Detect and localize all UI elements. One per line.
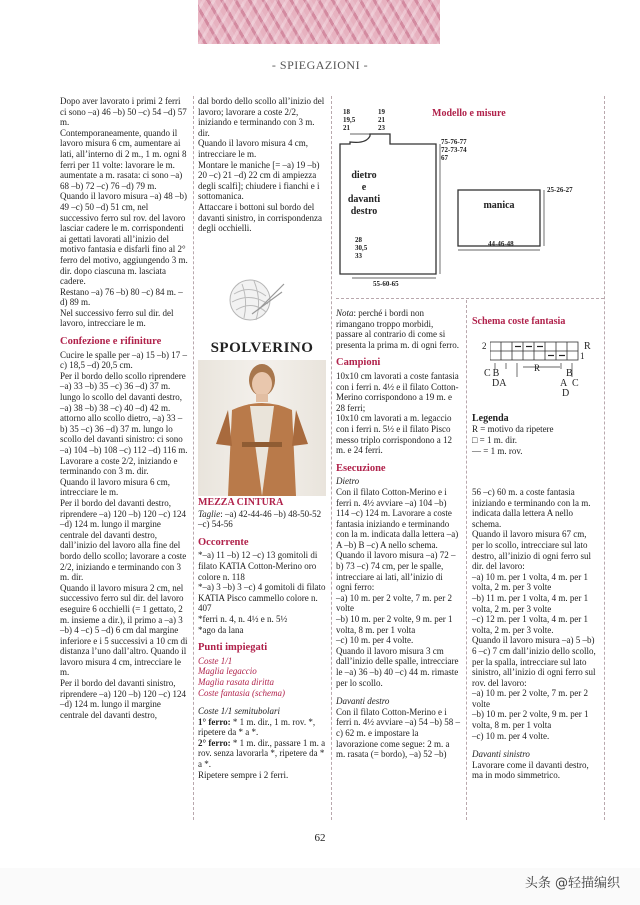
schema-row-1: 1 xyxy=(580,351,585,361)
dietro-heading: Dietro xyxy=(336,476,360,487)
ferro1-label: 1° ferro: xyxy=(198,716,231,727)
schema-letters-row2 xyxy=(492,378,579,399)
diagram-divider xyxy=(336,298,604,299)
ferro1-text: * 1 m. dir., 1 m. rov. *, ripetere da * a *. xyxy=(198,716,316,738)
taglie-label: Taglie xyxy=(198,508,221,519)
header-knit-banner xyxy=(198,0,440,44)
ferro2-label: 2° ferro: xyxy=(198,737,231,748)
nota-text: : perché i bordi non rimangano troppo morbidi, passare al contrario di come si presenta la prima m. di ogni ferro. xyxy=(336,308,459,350)
watermark: 头条 @轻描编织 xyxy=(524,876,620,891)
measure-width: 55-60-65 xyxy=(373,280,399,288)
schema-repeat-mark: R xyxy=(584,341,591,352)
coste-semitubolari-heading: Coste 1/1 semitubolari xyxy=(198,706,281,717)
schema-letter: C xyxy=(484,368,491,379)
legenda-item: □ = 1 m. dir. xyxy=(472,435,518,445)
schema-title: Schema coste fantasia xyxy=(472,316,566,327)
col2-top-text: dal bordo dello scollo all’inizio del lavoro; lavorare a coste 2/2, iniziando e terminando con 3 m. dir. Quando il lavoro misura 4 cm, intrecciare le m. Montare le maniche [= –a) 19 –b) 20 –c) 21 –d) 22 cm di ampiezza degli scalfi]; chiudere i fianchi e i sottomanica. Attaccare i bottoni sul bordo del davanti sinistro, in corrispondenza degli occhielli. xyxy=(198,96,325,234)
pattern-title: SPOLVERINO xyxy=(210,340,314,356)
column-1 xyxy=(60,96,188,720)
punto-item: Coste 1/1 xyxy=(198,655,233,666)
column-2-lower xyxy=(198,498,326,780)
schema-letter: B xyxy=(566,368,573,379)
page-number: 62 xyxy=(314,832,326,844)
legenda-heading: Legenda xyxy=(472,413,509,424)
confezione-text: Cucire le spalle per –a) 15 –b) 17 –c) 18,5 –d) 20,5 cm. Per il bordo dello scollo riprendere –a) 33 –b) 35 –c) 36 –d) 37 m. lungo lo scollo del davanti destro, –a) 38 –b) 38 –c) 40 –d) 42 m. attorno allo scollo dietro, –a) 33 –b) 35 –c) 36 –d) 37 m. lungo lo scollo del davanti sinistro: ci sono –a) 104 –b) 108 –c) 112 –d) 116 m. Lavorare a coste 2/2, iniziando e terminando con 3 m. dir. Quando il lavoro misura 6 cm, intrecciare le m. Per il bordo del davanti destro, riprendere –a) 120 –b) 120 –c) 124 –d) 124 m. lungo il margine centrale del davanti destro, dall’inizio del lavoro alla fine del bordo dello scollo; lavorare a coste 2/2, iniziando e terminando con 3 m. dir. Quando il lavoro misura 2 cm, nel successivo ferro sul dir. del lavoro eseguire 6 occhielli (= 1 gettato, 2 m. insieme a dir.), il primo a –a) 3 –b) 4 –c) 5 –d) 6 cm dal margine inferiore e i 5 successivi a 10 cm di distanza l’uno dall’altro. Quando il lavoro misura 4 cm, intrecciare le m. Per il bordo del davanti sinistro, riprendere –a) 120 –b) 120 –c) 124 –d) 124 m. lungo il margine centrale del davanti destro, xyxy=(60,349,188,720)
davanti-sinistro-heading: Davanti sinistro xyxy=(472,749,530,760)
yarn-ball-icon xyxy=(222,270,286,326)
column-4 xyxy=(472,487,600,781)
punti-heading: Punti impiegati xyxy=(198,642,268,654)
punto-item: Maglia rasata diritta xyxy=(198,676,275,687)
schema-row-2: 2 xyxy=(482,341,487,351)
schema-r-label: R xyxy=(534,363,541,373)
measure-sleeve-height: 25-26-27 xyxy=(547,186,573,194)
section-title: - SPIEGAZIONI - xyxy=(271,58,369,72)
ferro2-text: * 1 m. dir., passare 1 m. a rov. senza lavorarla *, ripetere da * a *. xyxy=(198,737,326,770)
davanti-sinistro-text: Lavorare come il davanti destro, ma in modo simmetrico. xyxy=(472,759,589,781)
column-divider xyxy=(331,96,332,820)
davanti-destro-text: Con il filato Cotton-Merino e i ferri n. 4½ avviare –a) 54 –b) 58 –c) 62 m. e impostare la lavorazione come segue: 2 m. a m. rasata (= bordo), –a) 52 –b) xyxy=(336,706,460,760)
schema-chart xyxy=(472,341,600,399)
column-divider xyxy=(193,96,194,820)
sleeve-label: manica xyxy=(483,200,515,211)
legenda-item: — = 1 m. rov. xyxy=(472,446,523,456)
campioni-text: 10x10 cm lavorati a coste fantasia con i ferri n. 4½ e il filato Cotton-Merino corrispondono a 19 m. e 28 ferri; 10x10 cm lavorati a m. legaccio con i ferri n. 5½ e il filato Pisco messo triplo corrispondono a 12 m. e 24 ferri. xyxy=(336,370,459,456)
schema-letter: A xyxy=(499,378,507,389)
esecuzione-heading: Esecuzione xyxy=(336,462,386,474)
schema-letter: B xyxy=(492,368,500,379)
schema-letter: A xyxy=(560,378,568,389)
column-divider xyxy=(466,300,467,820)
measure-shoulder: 18 19,5 21 xyxy=(343,108,356,132)
nota-label: Nota xyxy=(336,308,354,318)
schema-letter: D xyxy=(492,378,500,389)
measure-sleeve-width: 44-46-48 xyxy=(488,240,514,248)
model-photo xyxy=(198,360,326,496)
taglie-text: : –a) 42-44-46 –b) 48-50-52 –c) 54-56 xyxy=(198,508,322,530)
column-divider xyxy=(604,96,605,820)
confezione-heading: Confezione e rifiniture xyxy=(60,336,162,348)
schema-letter: D xyxy=(562,388,570,399)
occorrente-heading: Occorrente xyxy=(198,536,249,548)
davanti-destro-heading: Davanti destro xyxy=(336,696,390,707)
back-front-label: dietro e davanti destro xyxy=(347,170,381,217)
diagram-title: Modello e misure xyxy=(432,108,506,119)
dietro-text: Con il filato Cotton-Merino e i ferri n. 4½ avviare –a) 104 –b) 114 –c) 124 m. Lavorare a coste fantasia iniziando e terminando con la m. indicata dalla lettera –a) A –b) B –c) A nello schema. Quando il lavoro misura –a) 72 –b) 73 –c) 74 cm, per le spalle, intrecciare ai lati, all’inizio di ogni ferro: –a) 10 m. per 2 volte, 7 m. per 2 volte –b) 10 m. per 2 volte, 9 m. per 1 volta, 8 m. per 1 volta –c) 10 m. per 4 volte. Quando il lavoro misura 3 cm dall’inizio delle spalle, intrecciare le –a) 36 –b) 40 –c) 44 m. rimaste per lo scollo. xyxy=(336,486,459,688)
schema-letter: C xyxy=(572,378,579,389)
punto-item: Coste fantasia (schema) xyxy=(198,687,285,698)
ripetere-text: Ripetere sempre i 2 ferri. xyxy=(198,769,289,780)
occorrente-text: *–a) 11 –b) 12 –c) 13 gomitoli di filato KATIA Cotton-Merino oro colore n. 118 *–a) 3 –b) 3 –c) 4 gomitoli di filato KATIA Pisco cammello colore n. 407 *ferri n. 4, n. 4½ e n. 5½ *ago da lana xyxy=(198,550,326,635)
measure-neck: 19 21 23 xyxy=(378,108,385,132)
schema-block xyxy=(472,316,600,457)
column-3 xyxy=(336,308,460,760)
measure-inner: 28 30,5 33 xyxy=(355,236,368,260)
davanti-destro-continued: 56 –c) 60 m. a coste fantasia iniziando e terminando con la m. indicata dalla lettera A nello schema. Quando il lavoro misura 67 cm, per lo scollo, intrecciare sul lato destro, all’inizio di ogni ferro sul dir. del lavoro: –a) 10 m. per 1 volta, 4 m. per 1 volta, 2 m. per 3 volte –b) 11 m. per 1 volta, 4 m. per 1 volta, 2 m. per 3 volte –c) 12 m. per 1 volta, 4 m. per 1 volta, 2 m. per 3 volte. Quando il lavoro misura –a) 5 –b) 6 –c) 7 cm dall’inizio dello scollo, per la spalla, intrecciare sul lato sinistro, all’inizio di ogni ferro sul rov. del lavoro: –a) 10 m. per 2 volte, 7 m. per 2 volte –b) 10 m. per 2 volte, 9 m. per 1 volta, 8 m. per 1 volta –c) 10 m. per 4 volte. xyxy=(472,487,596,741)
intro-text: Dopo aver lavorato i primi 2 ferri ci sono –a) 46 –b) 50 –c) 54 –d) 57 m. Contemporaneamente, quando il lavoro misura 6 cm, aumentare ai lati, all’interno di 2 m., 1 m. ogni 8 ferri per 11 volte: lavorare le m. aumentate a m. rasata: ci sono –a) 68 –b) 72 –c) 76 –d) 79 m. Quando il lavoro misura –a) 48 –b) 49 –c) 50 –d) 51 cm, nel successivo ferro sul rov. del lavoro lasciar cadere le m. corrispondenti ai gettati lavorati all’inizio del motivo fantasia e disfarli fino al 2° ferro del motivo, aggiungendo 3 m. dir. dopo ciascuna m. lasciata cadere. Restano –a) 76 –b) 80 –c) 84 m. –d) 89 m. Nel successivo ferro sul dir. del lavoro, intrecciare le m. xyxy=(60,96,188,329)
schema-grid xyxy=(490,341,580,363)
mezza-cintura-label: MEZZA CINTURA xyxy=(198,497,284,508)
punto-item: Maglia legaccio xyxy=(198,666,257,677)
campioni-heading: Campioni xyxy=(336,357,381,369)
column-2 xyxy=(198,96,326,234)
measure-height: 75-76-77 72-73-74 67 xyxy=(441,138,467,162)
legenda-item: R = motivo da ripetere xyxy=(472,424,554,434)
